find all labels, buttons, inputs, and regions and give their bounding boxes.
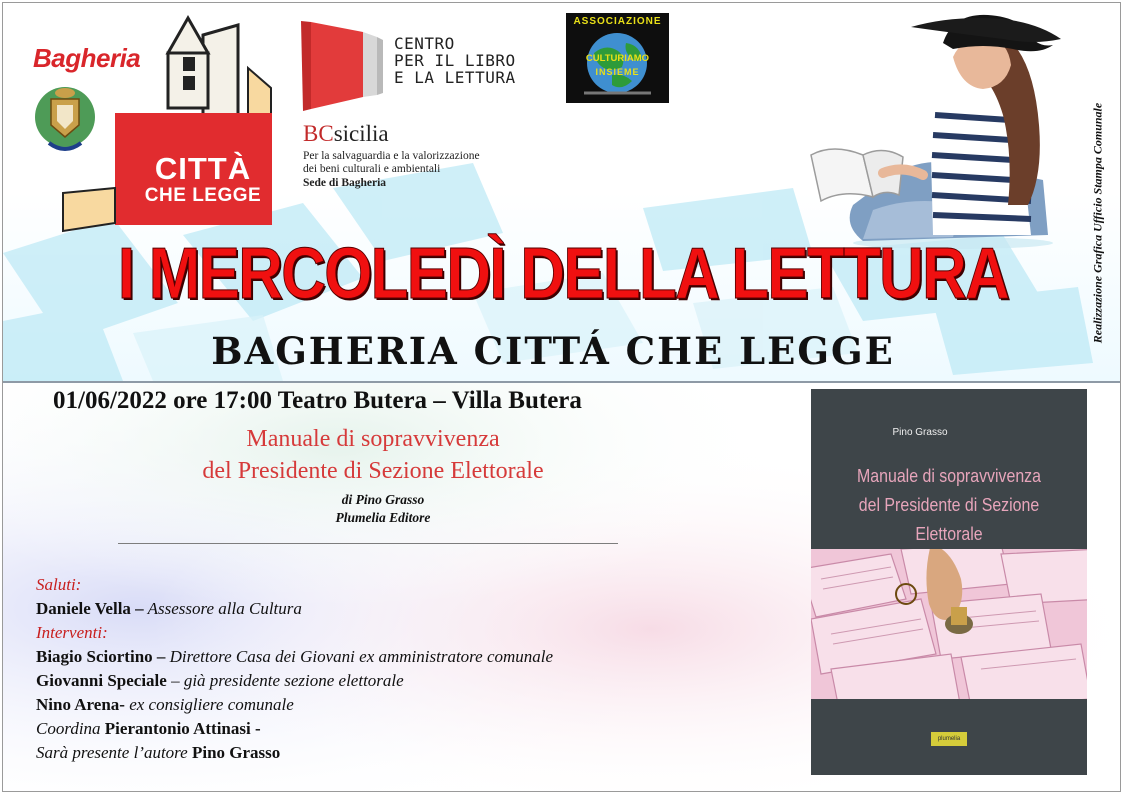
cover-publisher-logo: plumelia [931, 732, 967, 746]
author-prefix: Sarà presente l’autore [36, 743, 192, 762]
speaker-name: Nino Arena- [36, 695, 125, 714]
book-author: di Pino Grasso [341, 492, 425, 507]
moderator-entry [36, 717, 736, 741]
logo-bcsicilia [303, 121, 563, 190]
book-title-line-1: Manuale di sopravvivenza [246, 426, 500, 452]
program-entry [36, 597, 736, 621]
assoc-top-text: ASSOCIAZIONE [573, 16, 662, 27]
book-publisher: Plumelia Editore [335, 510, 431, 525]
section-separator [118, 543, 618, 544]
bcsicilia-bc: BC [303, 121, 334, 146]
centro-line-3: E LA LETTURA [394, 68, 516, 87]
logo-brand-text: Bagheria [33, 43, 141, 73]
author-name: Pino Grasso [191, 743, 281, 762]
centro-line-2: PER IL LIBRO [394, 51, 516, 70]
centro-book-icon [301, 17, 391, 112]
speaker-role: Assessore alla Cultura [143, 599, 302, 618]
bcsicilia-tagline-2: dei beni culturali e ambientali [303, 163, 441, 175]
speaker-name: Biagio Sciortino – [36, 647, 166, 666]
speaker-role: ex consigliere comunale [124, 695, 294, 714]
logo-city-title [128, 153, 278, 207]
cover-title [830, 461, 1067, 548]
bcsicilia-seat: Sede di Bagheria [303, 177, 387, 189]
logo-line-citta: CITTÀ [154, 151, 252, 186]
book-cover [811, 389, 1087, 775]
program-entry [36, 669, 736, 693]
cover-title-line-2: del Presidente di Sezione Elettorale [858, 494, 1040, 544]
poster-header [3, 3, 1120, 381]
greetings-heading: Saluti: [36, 575, 82, 594]
event-program [36, 573, 736, 765]
speaker-name: Giovanni Speciale [36, 671, 167, 690]
speaker-role: Direttore Casa dei Giovani ex amministratore comunale [165, 647, 554, 666]
program-entry [36, 693, 736, 717]
author-presence-entry [36, 741, 736, 765]
ballot-stamp-photo [811, 549, 1087, 699]
event-section [3, 383, 1120, 792]
assoc-middle-text: CULTURIAMO [585, 53, 650, 64]
speaker-role: – già presidente sezione elettorale [166, 671, 404, 690]
bcsicilia-tagline [303, 150, 563, 176]
bcsicilia-title [303, 121, 563, 147]
book-credits [263, 491, 503, 527]
graphic-credit-text: Realizzazione Grafica Ufficio Stampa Comunale [1090, 102, 1105, 344]
logo-centro-per-il-libro [301, 17, 541, 112]
girl-reading-illustration [803, 5, 1065, 249]
speeches-heading: Interventi: [36, 623, 108, 642]
book-title [113, 423, 633, 487]
speaker-name: Daniele Vella – [36, 599, 144, 618]
main-title: I MERCOLEDÌ DELLA LETTURA [117, 234, 1009, 314]
logo-bagheria-citta-che-legge [23, 13, 278, 238]
graphic-credit [1078, 73, 1118, 373]
subtitle: BAGHERIA CITTÁ CHE LEGGE [211, 329, 895, 373]
bcsicilia-sicilia: sicilia [333, 121, 389, 146]
cover-title-line-1: Manuale di sopravvivenza [857, 465, 1041, 486]
bcsicilia-tagline-1: Per la salvaguardia e la valorizzazione [303, 150, 480, 162]
logo-line-che-legge: CHE LEGGE [144, 185, 262, 206]
program-entry [36, 645, 736, 669]
poster [2, 2, 1121, 792]
event-date-venue: 01/06/2022 ore 17:00 Teatro Butera – Villa Butera [53, 387, 582, 414]
logo-associazione-culturiamo-insieme [566, 13, 669, 103]
centro-line-1: CENTRO [394, 34, 455, 53]
moderator-prefix: Coordina [36, 719, 105, 738]
book-title-line-2: del Presidente di Sezione Elettorale [202, 458, 544, 484]
centro-text [394, 35, 516, 86]
assoc-bottom-text: INSIEME [595, 67, 640, 77]
moderator-name: Pierantonio Attinasi - [104, 719, 261, 738]
cover-author: Pino Grasso [892, 427, 948, 438]
